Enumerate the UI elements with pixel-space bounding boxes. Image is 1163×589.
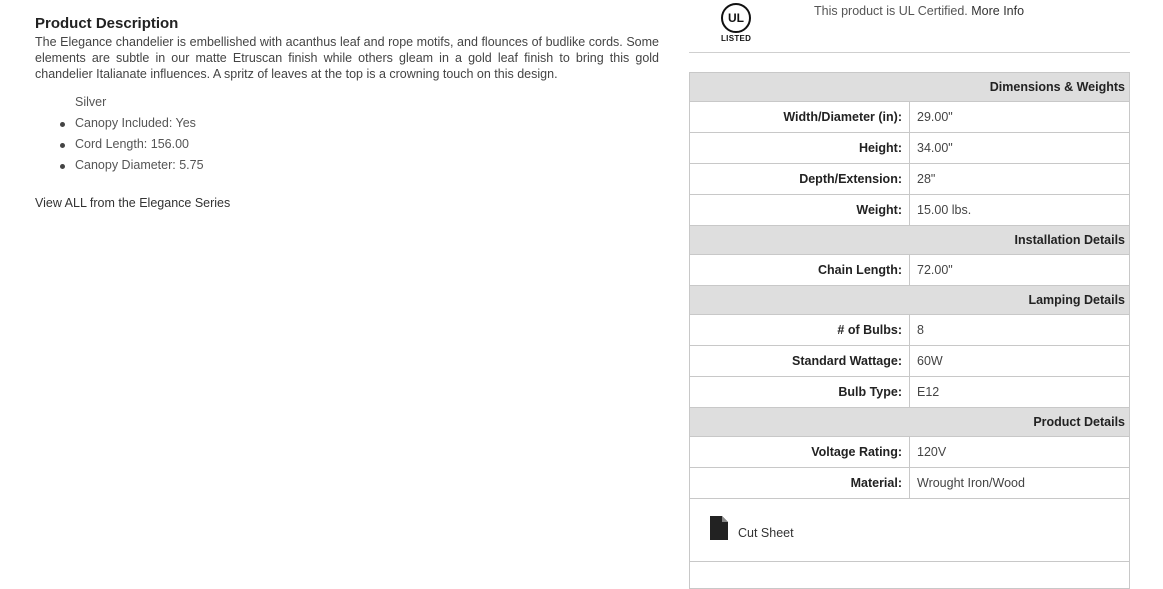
document-icon[interactable] [710, 516, 728, 545]
ul-statement: This product is UL Certified. [814, 4, 968, 18]
section-header-installation [690, 226, 1130, 255]
cut-sheet-link[interactable]: Cut Sheet [738, 526, 794, 540]
section-header-dimensions [690, 73, 1130, 102]
spec-label: Width/Diameter (in): [690, 102, 910, 133]
section-header-lamping [690, 286, 1130, 315]
spec-value: 8 [910, 315, 1130, 346]
section-title: Dimensions & Weights [690, 73, 1130, 102]
description-text: The Elegance chandelier is embellished with acanthus leaf and rope motifs, and flounces of budlike cords. Some elements are subtle in our matte Etruscan finish while others gleam in a gold leaf finish to bring this gold chandelier Italianate influences. A spritz of leaves at the top is a crowning touch on this design. [35, 35, 659, 81]
section-title: Installation Details [690, 226, 1130, 255]
list-item: Cord Length: 156.00 [35, 134, 659, 155]
list-item: Canopy Diameter: 5.75 [35, 155, 659, 176]
ul-listed-text: LISTED [721, 34, 752, 43]
table-row [690, 133, 1130, 164]
specifications-table [689, 72, 1130, 499]
table-row [690, 315, 1130, 346]
spec-label: # of Bulbs: [690, 315, 910, 346]
spec-label: Standard Wattage: [690, 346, 910, 377]
spec-label: Voltage Rating: [690, 437, 910, 468]
ul-listed-logo [721, 3, 751, 43]
ul-certification [689, 0, 1130, 53]
table-row [690, 164, 1130, 195]
list-item: Canopy Included: Yes [35, 113, 659, 134]
spec-label: Chain Length: [690, 255, 910, 286]
ul-certified-text [814, 4, 1024, 18]
spec-label: Weight: [690, 195, 910, 226]
table-row [690, 346, 1130, 377]
spec-value: 34.00" [910, 133, 1130, 164]
spec-label: Depth/Extension: [690, 164, 910, 195]
view-series-link[interactable]: View ALL from the Elegance Series [35, 196, 231, 210]
table-row [690, 377, 1130, 408]
spec-value: E12 [910, 377, 1130, 408]
product-description-section [35, 14, 659, 210]
next-panel [689, 562, 1130, 589]
spec-value: 60W [910, 346, 1130, 377]
table-row [690, 255, 1130, 286]
spec-value: 72.00" [910, 255, 1130, 286]
list-item: Silver [75, 95, 107, 109]
ul-mark: UL [721, 3, 751, 33]
spec-value: 28" [910, 164, 1130, 195]
spec-label: Height: [690, 133, 910, 164]
section-title: Product Details [690, 408, 1130, 437]
spec-label: Bulb Type: [690, 377, 910, 408]
more-info-link[interactable]: More Info [971, 4, 1025, 18]
spec-label: Material: [690, 468, 910, 499]
spec-value: 29.00" [910, 102, 1130, 133]
spec-value: 120V [910, 437, 1130, 468]
spec-value: 15.00 lbs. [910, 195, 1130, 226]
table-row [690, 468, 1130, 499]
table-row [690, 102, 1130, 133]
section-title: Lamping Details [690, 286, 1130, 315]
section-header-product [690, 408, 1130, 437]
table-row [690, 195, 1130, 226]
cut-sheet-panel [689, 496, 1130, 562]
spec-value: Wrought Iron/Wood [910, 468, 1130, 499]
table-row [690, 437, 1130, 468]
description-title: Product Description [35, 15, 179, 32]
feature-list [35, 92, 659, 176]
